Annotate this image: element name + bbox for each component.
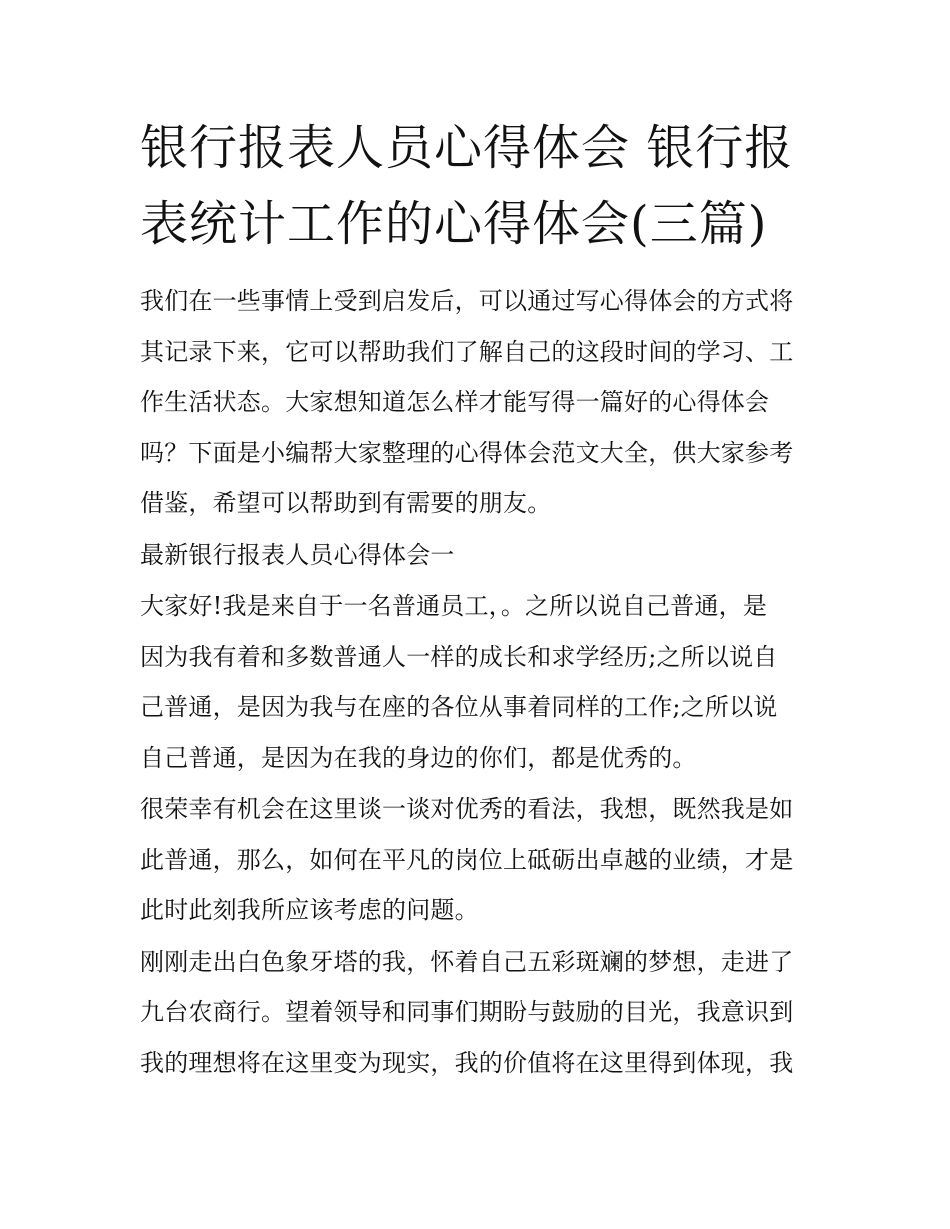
text-line: 很荣幸有机会在这里谈一谈对优秀的看法，我想，既然我是如 (140, 795, 794, 823)
text-line: 最新银行报表人员心得体会一 (140, 540, 455, 569)
document-content (140, 110, 820, 1089)
text-line: 刚刚走出白色象牙塔的我，怀着自己五彩斑斓的梦想，走进了 (140, 947, 794, 976)
body-paragraph (140, 581, 820, 783)
text-line: 我的理想将在这里变为现实，我的价值将在这里得到体现，我 (140, 1048, 794, 1077)
text-line: 因为我有着和多数普通人一样的成长和求学经历;之所以说自 (140, 642, 778, 671)
body-paragraph (140, 784, 820, 936)
text-line: 此普通，那么，如何在平凡的岗位上砥砺出卓越的业绩，才是 (140, 845, 794, 874)
text-line: 己普通，是因为我与在座的各位从事着同样的工作;之所以说 (140, 693, 778, 721)
text-line: 九台农商行。望着领导和同事们期盼与鼓励的目光，我意识到 (140, 998, 794, 1026)
body-paragraph (140, 937, 820, 1089)
document-title (140, 110, 820, 262)
text-line: 吗？下面是小编帮大家整理的心得体会范文大全，供大家参考 (140, 438, 794, 467)
text-line: 大家好!我是来自于一名普通员工，。之所以说自己普通，是 (140, 592, 768, 620)
text-line: 自己普通，是因为在我的身边的你们，都是优秀的。 (140, 743, 697, 772)
title-line: 表统计工作的心得体会(三篇) (140, 196, 768, 252)
text-line: 借鉴，希望可以帮助到有需要的朋友。 (140, 489, 552, 517)
section-heading (140, 530, 820, 581)
text-line: 此时此刻我所应该考虑的问题。 (140, 896, 479, 924)
text-line: 其记录下来，它可以帮助我们了解自己的这段时间的学习、工 (140, 337, 794, 366)
text-line: 我们在一些事情上受到启发后，可以通过写心得体会的方式将 (140, 287, 794, 315)
text-line: 作生活状态。大家想知道怎么样才能写得一篇好的心得体会 (140, 388, 770, 416)
intro-paragraph (140, 276, 820, 529)
title-line: 银行报表人员心得体会 银行报 (140, 120, 794, 176)
